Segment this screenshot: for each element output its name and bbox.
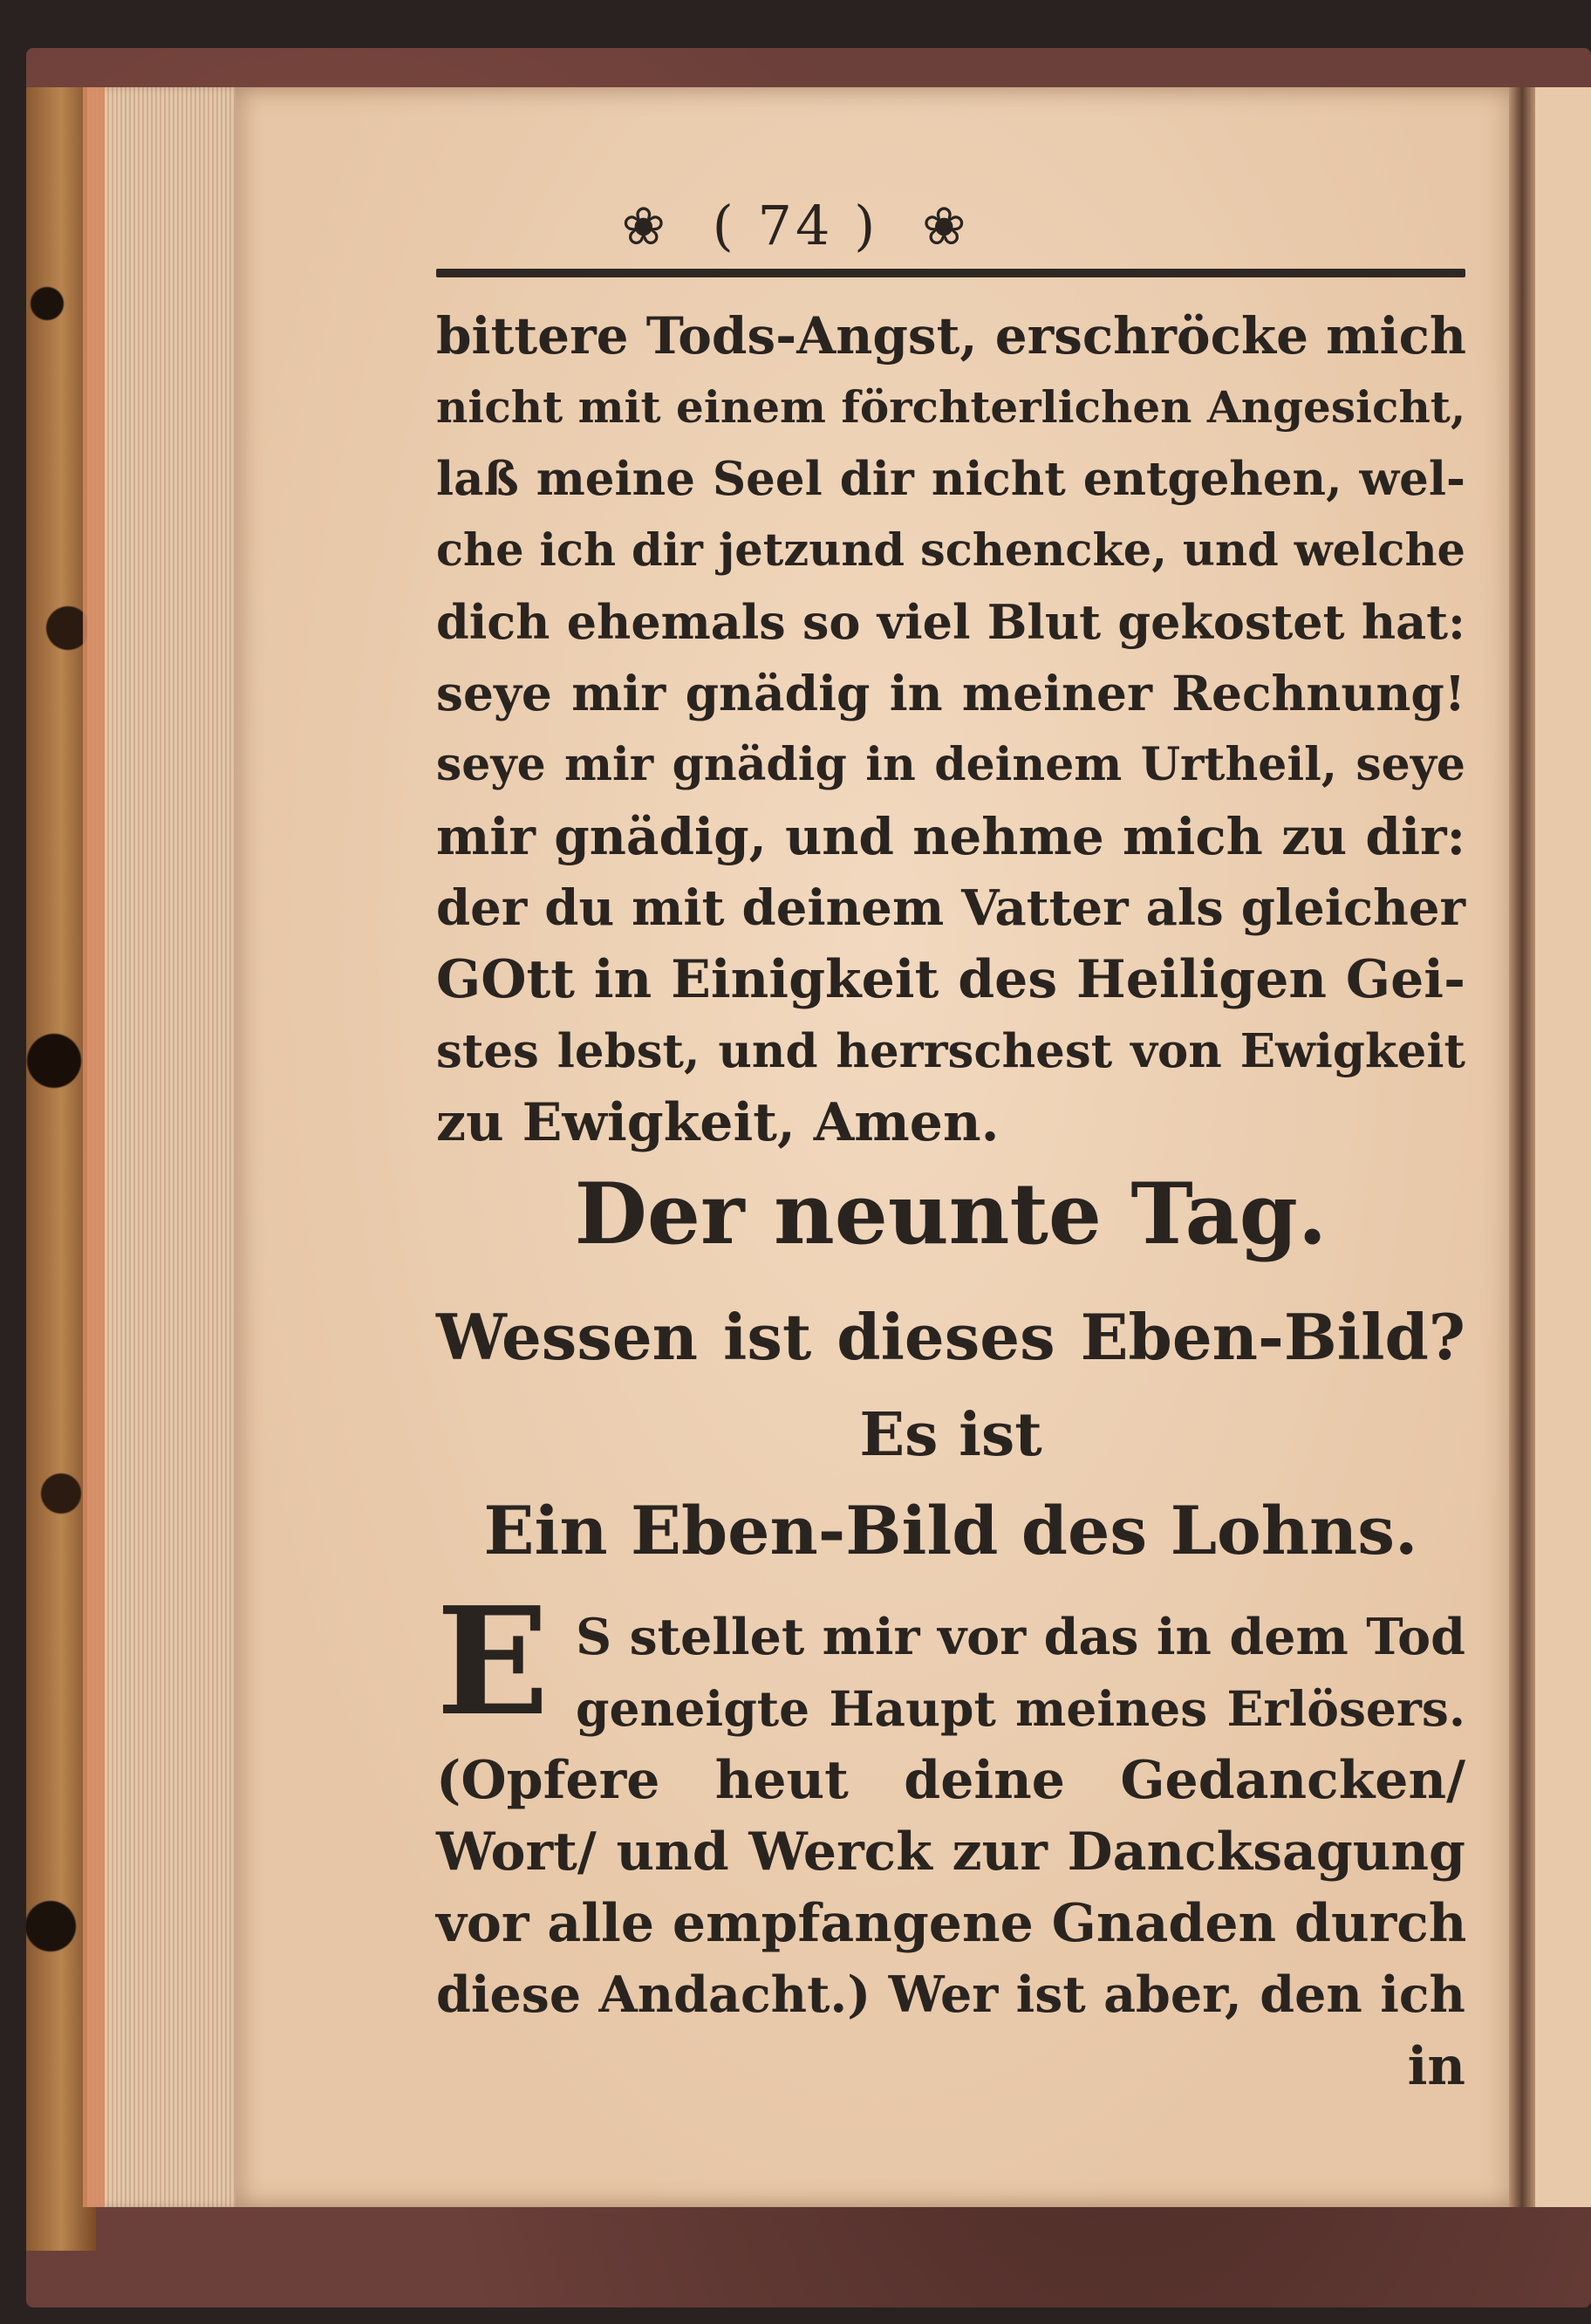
page-number: ( 74 ) [712, 194, 879, 257]
meditation-line: (Opfere heut deine Gedancken/ [436, 1750, 1465, 1811]
prayer-line: nicht mit einem förchterlichen Angesicht, [436, 381, 1466, 433]
header-rule [436, 269, 1465, 277]
section-answer: Ein Eben-Bild des Lohns. [483, 1492, 1418, 1569]
meditation-line: geneigte Haupt meines Erlösers. [576, 1680, 1465, 1737]
prayer-line: laß meine Seel dir nicht entgehen, wel- [436, 452, 1465, 506]
section-question: Wessen ist dieses Eben-Bild? [436, 1300, 1465, 1374]
prayer-line: che ich dir jetzund schencke, und welche [436, 524, 1465, 577]
meditation-line: S stellet mir vor das in dem Tod [576, 1608, 1465, 1666]
page-stack [87, 87, 244, 2207]
ornament-icon: ❀ [922, 196, 970, 257]
prayer-line: bittere Tods-Angst, erschröcke mich [436, 306, 1467, 366]
prayer-line: seye mir gnädig in meiner Rechnung! [436, 665, 1465, 721]
meditation-line: diese Andacht.) Wer ist aber, den ich [436, 1965, 1465, 2024]
page-edge-tint [83, 87, 105, 2207]
section-title: Der neunte Tag. [574, 1165, 1328, 1263]
prayer-line: zu Ewigkeit, Amen. [436, 1092, 1000, 1153]
meditation-line: vor alle empfangene Gnaden durch [436, 1893, 1467, 1954]
facing-page-edge [1535, 87, 1591, 2207]
prayer-line: stes lebst, und herrschest von Ewigkeit [436, 1024, 1465, 1078]
meditation-line: Wort/ und Werck zur Dancksagung [436, 1822, 1465, 1883]
prayer-line: der du mit deinem Vatter als gleicher [436, 879, 1465, 937]
page-header [0, 194, 1591, 257]
prayer-line: seye mir gnädig in deinem Urtheil, seye [436, 738, 1465, 791]
book-gutter [1509, 87, 1535, 2207]
prayer-line: mir gnädig, und nehme mich zu dir: [436, 807, 1465, 866]
section-answer-intro: Es ist [859, 1400, 1042, 1470]
prayer-line: GOtt in Einigkeit des Heiligen Gei- [436, 949, 1465, 1010]
ornament-icon: ❀ [621, 196, 669, 257]
catchword: in [1407, 2036, 1465, 2097]
drop-cap: E [436, 1575, 550, 1749]
prayer-line: dich ehemals so viel Blut gekostet hat: [436, 594, 1465, 650]
